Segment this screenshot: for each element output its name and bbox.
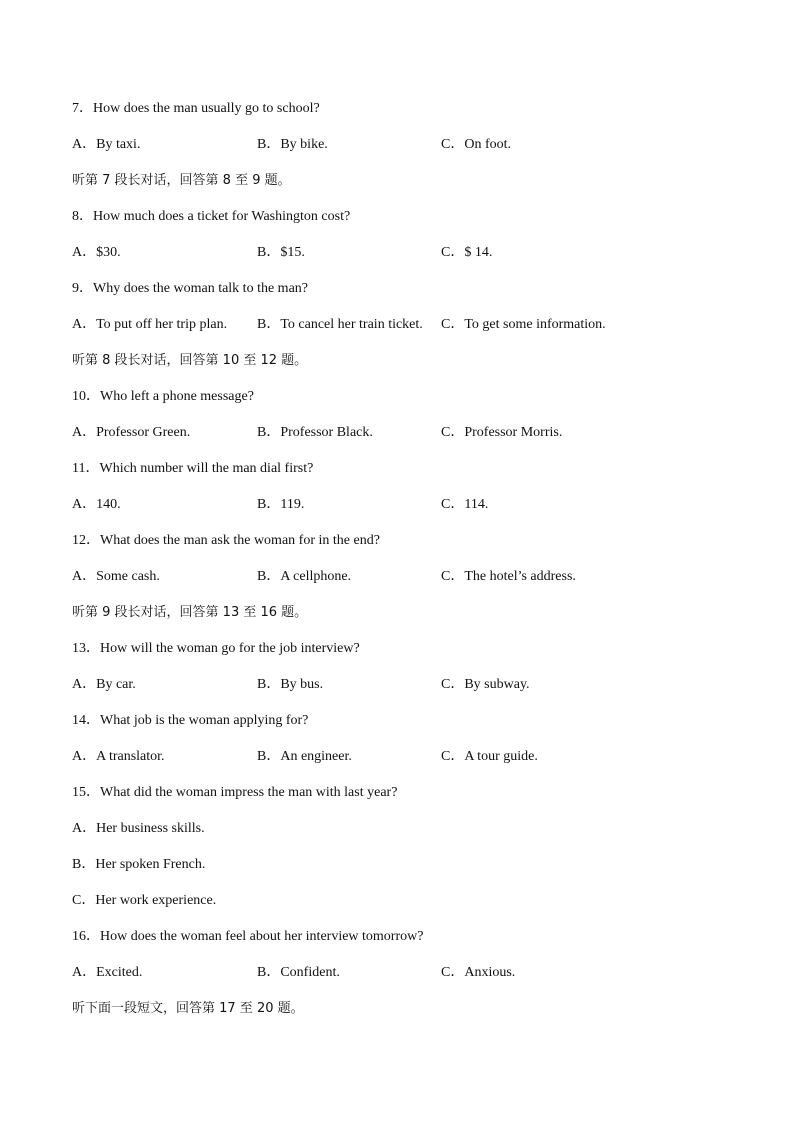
options-q11 bbox=[72, 495, 752, 515]
option-b: B．To cancel her train ticket. bbox=[257, 317, 423, 332]
option-a: A．$30. bbox=[72, 245, 121, 260]
options-q16 bbox=[72, 963, 752, 983]
question-9: 9．Why does the woman talk to the man? bbox=[72, 281, 308, 296]
option-c: C．By subway. bbox=[441, 677, 530, 692]
options-q14 bbox=[72, 747, 752, 767]
section-instruction-7: 听第 7 段长对话，回答第 8 至 9 题。 bbox=[72, 173, 291, 188]
option-b: B．By bike. bbox=[257, 137, 328, 152]
option-c: C．114. bbox=[441, 497, 489, 512]
options-q12 bbox=[72, 567, 752, 587]
option-c: C．The hotel’s address. bbox=[441, 569, 576, 584]
option-a: A．Excited. bbox=[72, 965, 143, 980]
section-instruction-9: 听第 9 段长对话，回答第 13 至 16 题。 bbox=[72, 605, 308, 620]
question-16: 16．How does the woman feel about her interview tomorrow? bbox=[72, 929, 424, 944]
option-a: A．By car. bbox=[72, 677, 136, 692]
options-q9 bbox=[72, 315, 752, 335]
option-a: A．Some cash. bbox=[72, 569, 160, 584]
option-b: B．A cellphone. bbox=[257, 569, 352, 584]
question-8: 8．How much does a ticket for Washington cost? bbox=[72, 209, 351, 224]
options-q8 bbox=[72, 243, 752, 263]
option-a: A．Her business skills. bbox=[72, 821, 205, 836]
question-10: 10．Who left a phone message? bbox=[72, 389, 254, 404]
question-12: 12．What does the man ask the woman for in the end? bbox=[72, 533, 380, 548]
option-c: C．Anxious. bbox=[441, 965, 516, 980]
options-q10 bbox=[72, 423, 752, 443]
option-b: B．By bus. bbox=[257, 677, 324, 692]
option-a: A．By taxi. bbox=[72, 137, 141, 152]
option-c: C．A tour guide. bbox=[441, 749, 538, 764]
section-instruction-8: 听第 8 段长对话，回答第 10 至 12 题。 bbox=[72, 353, 308, 368]
option-c: C．Her work experience. bbox=[72, 893, 217, 908]
option-c: C．$ 14. bbox=[441, 245, 493, 260]
question-7: 7．How does the man usually go to school? bbox=[72, 101, 320, 116]
question-13: 13．How will the woman go for the job interview? bbox=[72, 641, 360, 656]
option-b: B．119. bbox=[257, 497, 305, 512]
option-a: A．140. bbox=[72, 497, 121, 512]
option-b: B．An engineer. bbox=[257, 749, 352, 764]
options-q7 bbox=[72, 135, 752, 155]
option-a: A．To put off her trip plan. bbox=[72, 317, 228, 332]
section-instruction-passage: 听下面一段短文，回答第 17 至 20 题。 bbox=[72, 1001, 304, 1016]
option-b: B．$15. bbox=[257, 245, 305, 260]
option-b: B．Professor Black. bbox=[257, 425, 373, 440]
question-14: 14．What job is the woman applying for? bbox=[72, 713, 309, 728]
option-a: A．Professor Green. bbox=[72, 425, 191, 440]
option-c: C．On foot. bbox=[441, 137, 511, 152]
option-b: B．Her spoken French. bbox=[72, 857, 206, 872]
question-11: 11．Which number will the man dial first? bbox=[72, 461, 314, 476]
option-c: C．To get some information. bbox=[441, 317, 606, 332]
question-15: 15．What did the woman impress the man with last year? bbox=[72, 785, 398, 800]
option-b: B．Confident. bbox=[257, 965, 340, 980]
options-q13 bbox=[72, 675, 752, 695]
option-c: C．Professor Morris. bbox=[441, 425, 563, 440]
option-a: A．A translator. bbox=[72, 749, 165, 764]
